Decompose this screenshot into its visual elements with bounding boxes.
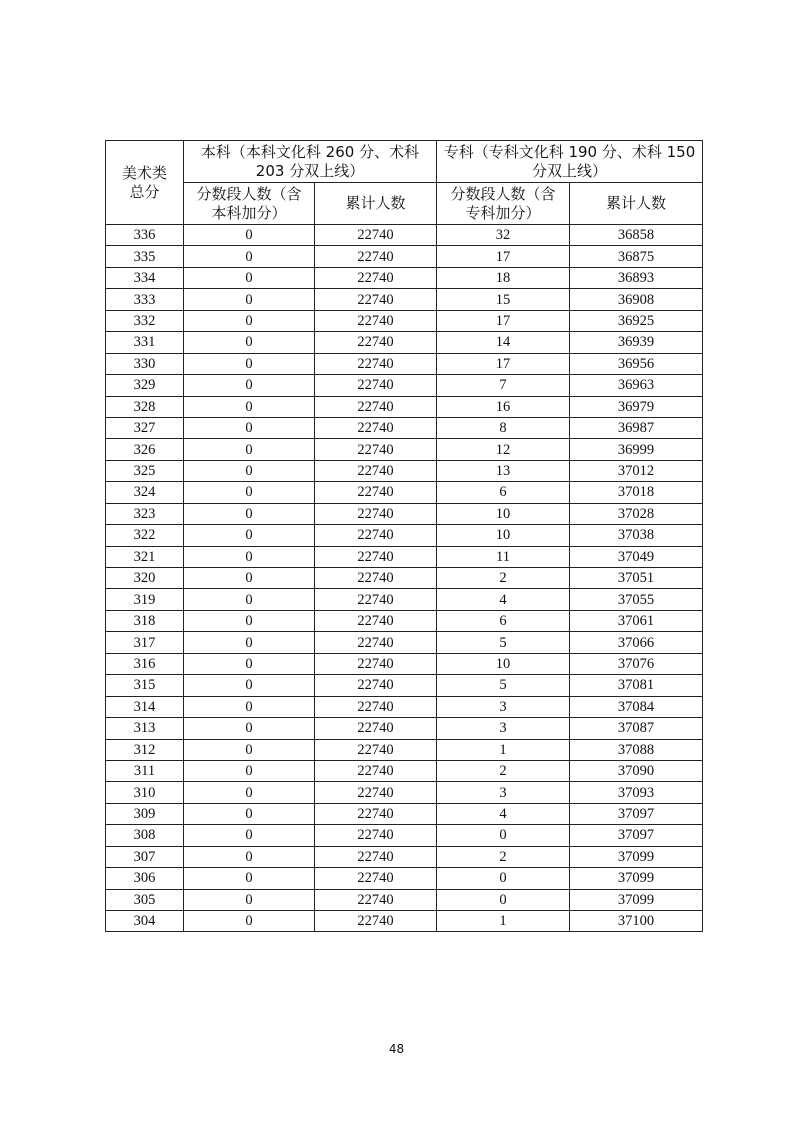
college-segment-cell: 16 xyxy=(437,396,570,417)
table-row xyxy=(106,610,703,631)
undergrad-segment-cell: 0 xyxy=(184,825,315,846)
total-score-cell: 308 xyxy=(106,825,184,846)
total-score-cell: 316 xyxy=(106,653,184,674)
page-number: 48 xyxy=(388,1042,405,1056)
table-row xyxy=(106,868,703,889)
header-undergrad-segment: 分数段人数（含本科加分） xyxy=(184,183,315,225)
undergrad-cumulative-cell: 22740 xyxy=(315,889,437,910)
table-row xyxy=(106,482,703,503)
table-row xyxy=(106,546,703,567)
college-segment-cell: 4 xyxy=(437,589,570,610)
undergrad-segment-cell: 0 xyxy=(184,310,315,331)
total-score-cell: 314 xyxy=(106,696,184,717)
undergrad-segment-cell: 0 xyxy=(184,332,315,353)
table-row xyxy=(106,503,703,524)
college-cumulative-cell: 37018 xyxy=(570,482,703,503)
header-undergrad-group: 本科（本科文化科 260 分、术科 203 分双上线） xyxy=(184,141,437,183)
table-row xyxy=(106,396,703,417)
undergrad-cumulative-cell: 22740 xyxy=(315,846,437,867)
college-cumulative-cell: 37049 xyxy=(570,546,703,567)
total-score-cell: 315 xyxy=(106,675,184,696)
college-segment-cell: 15 xyxy=(437,289,570,310)
undergrad-segment-cell: 0 xyxy=(184,632,315,653)
header-college-segment: 分数段人数（含专科加分） xyxy=(437,183,570,225)
college-segment-cell: 0 xyxy=(437,889,570,910)
college-cumulative-cell: 36875 xyxy=(570,246,703,267)
table-row xyxy=(106,332,703,353)
college-cumulative-cell: 37081 xyxy=(570,675,703,696)
undergrad-segment-cell: 0 xyxy=(184,782,315,803)
total-score-cell: 325 xyxy=(106,460,184,481)
college-segment-cell: 2 xyxy=(437,568,570,589)
undergrad-cumulative-cell: 22740 xyxy=(315,310,437,331)
undergrad-segment-cell: 0 xyxy=(184,589,315,610)
college-cumulative-cell: 37038 xyxy=(570,525,703,546)
total-score-cell: 313 xyxy=(106,718,184,739)
college-cumulative-cell: 37097 xyxy=(570,825,703,846)
total-score-cell: 310 xyxy=(106,782,184,803)
college-cumulative-cell: 37090 xyxy=(570,760,703,781)
undergrad-segment-cell: 0 xyxy=(184,246,315,267)
college-segment-cell: 10 xyxy=(437,653,570,674)
undergrad-segment-cell: 0 xyxy=(184,482,315,503)
undergrad-segment-cell: 0 xyxy=(184,675,315,696)
undergrad-segment-cell: 0 xyxy=(184,696,315,717)
college-cumulative-cell: 37088 xyxy=(570,739,703,760)
college-segment-cell: 3 xyxy=(437,696,570,717)
undergrad-cumulative-cell: 22740 xyxy=(315,396,437,417)
college-cumulative-cell: 37097 xyxy=(570,803,703,824)
college-segment-cell: 17 xyxy=(437,353,570,374)
college-segment-cell: 6 xyxy=(437,482,570,503)
college-segment-cell: 32 xyxy=(437,225,570,246)
undergrad-cumulative-cell: 22740 xyxy=(315,589,437,610)
total-score-cell: 307 xyxy=(106,846,184,867)
undergrad-cumulative-cell: 22740 xyxy=(315,225,437,246)
table-row xyxy=(106,289,703,310)
table-row xyxy=(106,825,703,846)
college-segment-cell: 4 xyxy=(437,803,570,824)
table-row xyxy=(106,225,703,246)
college-segment-cell: 3 xyxy=(437,782,570,803)
total-score-cell: 322 xyxy=(106,525,184,546)
college-segment-cell: 18 xyxy=(437,267,570,288)
undergrad-segment-cell: 0 xyxy=(184,868,315,889)
undergrad-cumulative-cell: 22740 xyxy=(315,760,437,781)
undergrad-cumulative-cell: 22740 xyxy=(315,825,437,846)
college-cumulative-cell: 36939 xyxy=(570,332,703,353)
undergrad-segment-cell: 0 xyxy=(184,889,315,910)
table-row xyxy=(106,439,703,460)
undergrad-cumulative-cell: 22740 xyxy=(315,718,437,739)
college-cumulative-cell: 37051 xyxy=(570,568,703,589)
table-row xyxy=(106,417,703,438)
undergrad-segment-cell: 0 xyxy=(184,739,315,760)
undergrad-segment-cell: 0 xyxy=(184,353,315,374)
total-score-cell: 334 xyxy=(106,267,184,288)
undergrad-cumulative-cell: 22740 xyxy=(315,696,437,717)
undergrad-cumulative-cell: 22740 xyxy=(315,482,437,503)
college-segment-cell: 3 xyxy=(437,718,570,739)
undergrad-cumulative-cell: 22740 xyxy=(315,782,437,803)
table-row xyxy=(106,353,703,374)
undergrad-segment-cell: 0 xyxy=(184,225,315,246)
college-segment-cell: 1 xyxy=(437,911,570,932)
college-segment-cell: 6 xyxy=(437,610,570,631)
undergrad-segment-cell: 0 xyxy=(184,525,315,546)
total-score-cell: 318 xyxy=(106,610,184,631)
college-cumulative-cell: 37028 xyxy=(570,503,703,524)
college-segment-cell: 0 xyxy=(437,825,570,846)
college-cumulative-cell: 36858 xyxy=(570,225,703,246)
table-row xyxy=(106,718,703,739)
undergrad-segment-cell: 0 xyxy=(184,546,315,567)
undergrad-cumulative-cell: 22740 xyxy=(315,246,437,267)
table-row xyxy=(106,782,703,803)
undergrad-cumulative-cell: 22740 xyxy=(315,503,437,524)
header-undergrad-cumulative: 累计人数 xyxy=(315,183,437,225)
undergrad-cumulative-cell: 22740 xyxy=(315,353,437,374)
college-cumulative-cell: 37076 xyxy=(570,653,703,674)
undergrad-segment-cell: 0 xyxy=(184,267,315,288)
college-cumulative-cell: 36956 xyxy=(570,353,703,374)
college-cumulative-cell: 36979 xyxy=(570,396,703,417)
undergrad-segment-cell: 0 xyxy=(184,803,315,824)
total-score-cell: 329 xyxy=(106,375,184,396)
college-cumulative-cell: 37099 xyxy=(570,846,703,867)
college-cumulative-cell: 36963 xyxy=(570,375,703,396)
college-cumulative-cell: 37055 xyxy=(570,589,703,610)
college-segment-cell: 12 xyxy=(437,439,570,460)
undergrad-segment-cell: 0 xyxy=(184,375,315,396)
total-score-cell: 332 xyxy=(106,310,184,331)
college-segment-cell: 0 xyxy=(437,868,570,889)
undergrad-segment-cell: 0 xyxy=(184,911,315,932)
undergrad-cumulative-cell: 22740 xyxy=(315,675,437,696)
undergrad-cumulative-cell: 22740 xyxy=(315,525,437,546)
total-score-cell: 306 xyxy=(106,868,184,889)
total-score-cell: 336 xyxy=(106,225,184,246)
college-segment-cell: 5 xyxy=(437,675,570,696)
total-score-cell: 323 xyxy=(106,503,184,524)
table-row xyxy=(106,568,703,589)
total-score-cell: 328 xyxy=(106,396,184,417)
score-table xyxy=(105,140,703,932)
table-row xyxy=(106,525,703,546)
table-row xyxy=(106,632,703,653)
college-segment-cell: 8 xyxy=(437,417,570,438)
college-segment-cell: 13 xyxy=(437,460,570,481)
college-cumulative-cell: 37084 xyxy=(570,696,703,717)
undergrad-cumulative-cell: 22740 xyxy=(315,375,437,396)
college-segment-cell: 5 xyxy=(437,632,570,653)
total-score-cell: 317 xyxy=(106,632,184,653)
table-row xyxy=(106,589,703,610)
undergrad-cumulative-cell: 22740 xyxy=(315,803,437,824)
college-cumulative-cell: 36925 xyxy=(570,310,703,331)
total-score-cell: 311 xyxy=(106,760,184,781)
college-segment-cell: 7 xyxy=(437,375,570,396)
undergrad-cumulative-cell: 22740 xyxy=(315,911,437,932)
college-segment-cell: 11 xyxy=(437,546,570,567)
table-row xyxy=(106,696,703,717)
college-cumulative-cell: 37099 xyxy=(570,868,703,889)
undergrad-cumulative-cell: 22740 xyxy=(315,417,437,438)
table-row xyxy=(106,760,703,781)
undergrad-segment-cell: 0 xyxy=(184,568,315,589)
total-score-cell: 335 xyxy=(106,246,184,267)
total-score-cell: 326 xyxy=(106,439,184,460)
college-cumulative-cell: 36893 xyxy=(570,267,703,288)
total-score-cell: 305 xyxy=(106,889,184,910)
total-score-cell: 321 xyxy=(106,546,184,567)
college-segment-cell: 10 xyxy=(437,503,570,524)
college-cumulative-cell: 37099 xyxy=(570,889,703,910)
college-segment-cell: 1 xyxy=(437,739,570,760)
table-row xyxy=(106,889,703,910)
undergrad-segment-cell: 0 xyxy=(184,289,315,310)
undergrad-cumulative-cell: 22740 xyxy=(315,739,437,760)
undergrad-cumulative-cell: 22740 xyxy=(315,868,437,889)
undergrad-segment-cell: 0 xyxy=(184,760,315,781)
undergrad-cumulative-cell: 22740 xyxy=(315,632,437,653)
college-cumulative-cell: 37061 xyxy=(570,610,703,631)
undergrad-segment-cell: 0 xyxy=(184,503,315,524)
college-segment-cell: 2 xyxy=(437,760,570,781)
college-cumulative-cell: 36999 xyxy=(570,439,703,460)
header-college-group: 专科（专科文化科 190 分、术科 150 分双上线） xyxy=(437,141,703,183)
undergrad-segment-cell: 0 xyxy=(184,396,315,417)
table-row xyxy=(106,846,703,867)
undergrad-cumulative-cell: 22740 xyxy=(315,289,437,310)
undergrad-cumulative-cell: 22740 xyxy=(315,439,437,460)
undergrad-segment-cell: 0 xyxy=(184,846,315,867)
table-row xyxy=(106,675,703,696)
total-score-cell: 333 xyxy=(106,289,184,310)
undergrad-cumulative-cell: 22740 xyxy=(315,568,437,589)
table-row xyxy=(106,310,703,331)
total-score-cell: 309 xyxy=(106,803,184,824)
college-segment-cell: 14 xyxy=(437,332,570,353)
total-score-cell: 324 xyxy=(106,482,184,503)
college-cumulative-cell: 37012 xyxy=(570,460,703,481)
undergrad-segment-cell: 0 xyxy=(184,610,315,631)
undergrad-cumulative-cell: 22740 xyxy=(315,267,437,288)
table-row xyxy=(106,460,703,481)
table-row xyxy=(106,246,703,267)
header-total-score: 美术类总分 xyxy=(106,141,184,225)
undergrad-cumulative-cell: 22740 xyxy=(315,546,437,567)
table-row xyxy=(106,375,703,396)
table-row xyxy=(106,803,703,824)
college-cumulative-cell: 37066 xyxy=(570,632,703,653)
total-score-cell: 327 xyxy=(106,417,184,438)
undergrad-segment-cell: 0 xyxy=(184,439,315,460)
undergrad-segment-cell: 0 xyxy=(184,460,315,481)
undergrad-cumulative-cell: 22740 xyxy=(315,460,437,481)
undergrad-cumulative-cell: 22740 xyxy=(315,610,437,631)
college-segment-cell: 10 xyxy=(437,525,570,546)
college-segment-cell: 2 xyxy=(437,846,570,867)
undergrad-segment-cell: 0 xyxy=(184,417,315,438)
table-row xyxy=(106,911,703,932)
total-score-cell: 331 xyxy=(106,332,184,353)
undergrad-segment-cell: 0 xyxy=(184,718,315,739)
total-score-cell: 330 xyxy=(106,353,184,374)
college-segment-cell: 17 xyxy=(437,310,570,331)
undergrad-cumulative-cell: 22740 xyxy=(315,653,437,674)
total-score-cell: 304 xyxy=(106,911,184,932)
table-row xyxy=(106,267,703,288)
college-cumulative-cell: 37087 xyxy=(570,718,703,739)
college-cumulative-cell: 37100 xyxy=(570,911,703,932)
undergrad-segment-cell: 0 xyxy=(184,653,315,674)
college-cumulative-cell: 37093 xyxy=(570,782,703,803)
college-cumulative-cell: 36908 xyxy=(570,289,703,310)
table-row xyxy=(106,653,703,674)
table-body xyxy=(106,225,703,932)
total-score-cell: 312 xyxy=(106,739,184,760)
table-row xyxy=(106,739,703,760)
total-score-cell: 320 xyxy=(106,568,184,589)
college-cumulative-cell: 36987 xyxy=(570,417,703,438)
total-score-cell: 319 xyxy=(106,589,184,610)
college-segment-cell: 17 xyxy=(437,246,570,267)
header-college-cumulative: 累计人数 xyxy=(570,183,703,225)
undergrad-cumulative-cell: 22740 xyxy=(315,332,437,353)
